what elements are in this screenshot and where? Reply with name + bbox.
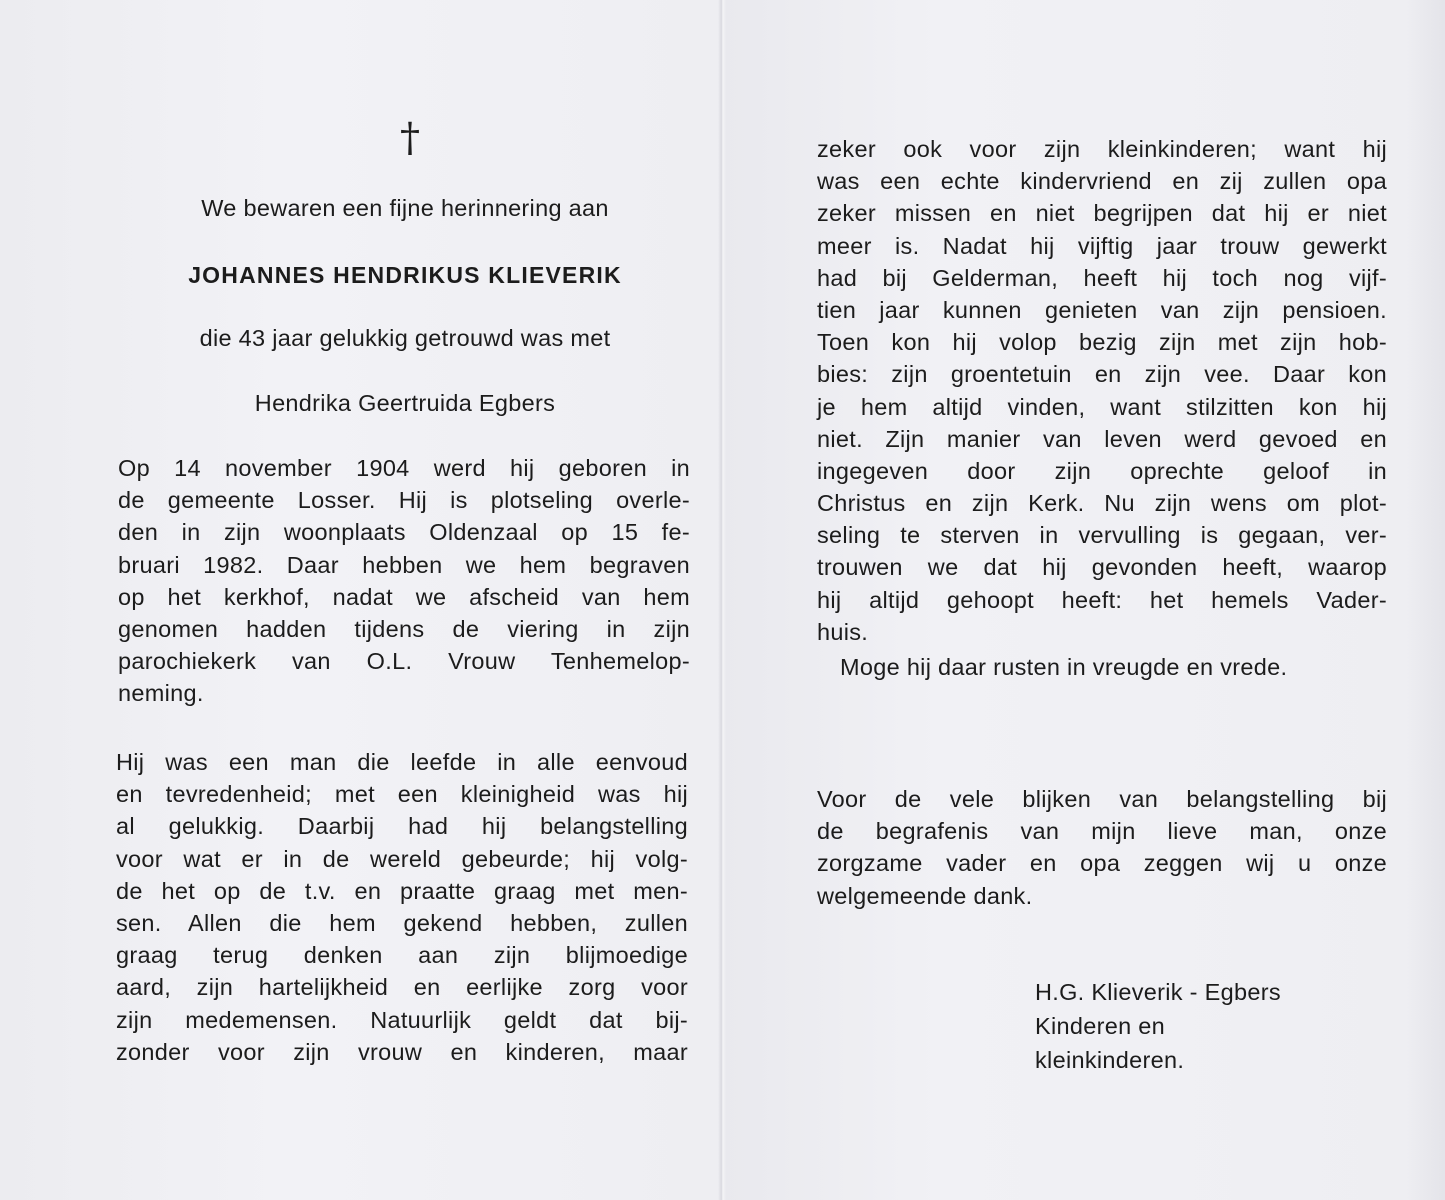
text-line: Op 14 november 1904 werd hij geboren in <box>118 455 690 481</box>
deceased-name: JOHANNES HENDRIKUS KLIEVERIK <box>188 262 622 288</box>
character-paragraph <box>116 746 688 1068</box>
right-edge-shadow <box>1405 0 1445 1200</box>
text-line: de begrafenis van mijn lieve man, onze <box>817 818 1387 845</box>
text-line: had bij Gelderman, heeft hij toch nog vijf- <box>817 264 1387 291</box>
signature-block <box>1035 975 1281 1077</box>
text-line: zeker ook voor zijn kleinkinderen; want hij <box>817 136 1387 162</box>
text-line: huis. <box>817 618 869 645</box>
text-line: trouwen we dat hij gevonden heeft, waarop <box>817 554 1387 581</box>
text-line: was een echte kindervriend en zij zullen opa <box>817 168 1387 195</box>
married-line: die 43 jaar gelukkig getrouwd was met <box>199 325 611 351</box>
text-line: zeker missen en niet begrijpen dat hij er niet <box>817 200 1387 227</box>
text-line: seling te sterven in vervulling is gegaan, ver- <box>817 522 1387 549</box>
text-line: Voor de vele blijken van belangstelling bij <box>817 786 1387 812</box>
text-line: sen. Allen die hem gekend hebben, zullen <box>116 909 688 936</box>
biography-paragraph <box>118 452 690 710</box>
text-line: graag terug denken aan zijn blijmoedige <box>116 942 688 969</box>
text-line: bies: zijn groentetuin en zijn vee. Daar kon <box>817 361 1387 388</box>
signature-line: H.G. Klieverik - Egbers <box>1035 979 1281 1005</box>
signature-line: kleinkinderen. <box>1035 1047 1185 1073</box>
text-line: parochiekerk van O.L. Vrouw Tenhemelop- <box>118 648 690 675</box>
cross-icon: † <box>400 115 420 161</box>
continuation-paragraph <box>817 133 1387 648</box>
text-line: zijn medemensen. Natuurlijk geldt dat bij- <box>116 1006 688 1033</box>
text-line: den in zijn woonplaats Oldenzaal op 15 fe- <box>118 519 690 546</box>
text-line: de het op de t.v. en praatte graag met men- <box>116 877 688 904</box>
text-line: voor wat er in de wereld gebeurde; hij volg- <box>116 845 688 872</box>
text-line: ingegeven door zijn oprechte geloof in <box>817 457 1387 484</box>
text-line: op het kerkhof, nadat we afscheid van hem <box>118 583 690 610</box>
text-line: Hij was een man die leefde in alle eenvoud <box>116 749 688 775</box>
thanks-paragraph <box>817 783 1387 912</box>
text-line: en tevredenheid; met een kleinigheid was hij <box>116 781 688 808</box>
text-line: Moge hij daar rusten in vreugde en vrede. <box>840 654 1288 680</box>
spouse-name: Hendrika Geertruida Egbers <box>254 390 556 416</box>
text-line: al gelukkig. Daarbij had hij belangstelling <box>116 813 688 840</box>
text-line: Christus en zijn Kerk. Nu zijn wens om plot- <box>817 490 1387 517</box>
text-line: je hem altijd vinden, want stilzitten kon hij <box>817 393 1387 420</box>
closing-wish <box>840 651 1287 683</box>
text-line: tien jaar kunnen genieten van zijn pensioen. <box>817 296 1387 323</box>
text-line: meer is. Nadat hij vijftig jaar trouw gewerkt <box>817 232 1387 259</box>
center-fold <box>718 0 726 1200</box>
text-line: zonder voor zijn vrouw en kinderen, maar <box>116 1038 688 1065</box>
signature-line: Kinderen en <box>1035 1013 1166 1039</box>
text-line: aard, zijn hartelijkheid en eerlijke zorg voor <box>116 974 688 1001</box>
text-line: zorgzame vader en opa zeggen wij u onze <box>817 850 1387 877</box>
text-line: niet. Zijn manier van leven werd gevoed en <box>817 425 1387 452</box>
text-line: neming. <box>118 680 204 707</box>
intro-line: We bewaren een fijne herinnering aan <box>201 195 609 221</box>
text-line: bruari 1982. Daar hebben we hem begraven <box>118 551 690 578</box>
text-line: genomen hadden tijdens de viering in zijn <box>118 615 690 642</box>
text-line: Toen kon hij volop bezig zijn met zijn hob- <box>817 329 1387 356</box>
text-line: hij altijd gehoopt heeft: het hemels Vader- <box>817 586 1387 613</box>
text-line: welgemeende dank. <box>817 882 1033 909</box>
text-line: de gemeente Losser. Hij is plotseling overle- <box>118 487 690 514</box>
